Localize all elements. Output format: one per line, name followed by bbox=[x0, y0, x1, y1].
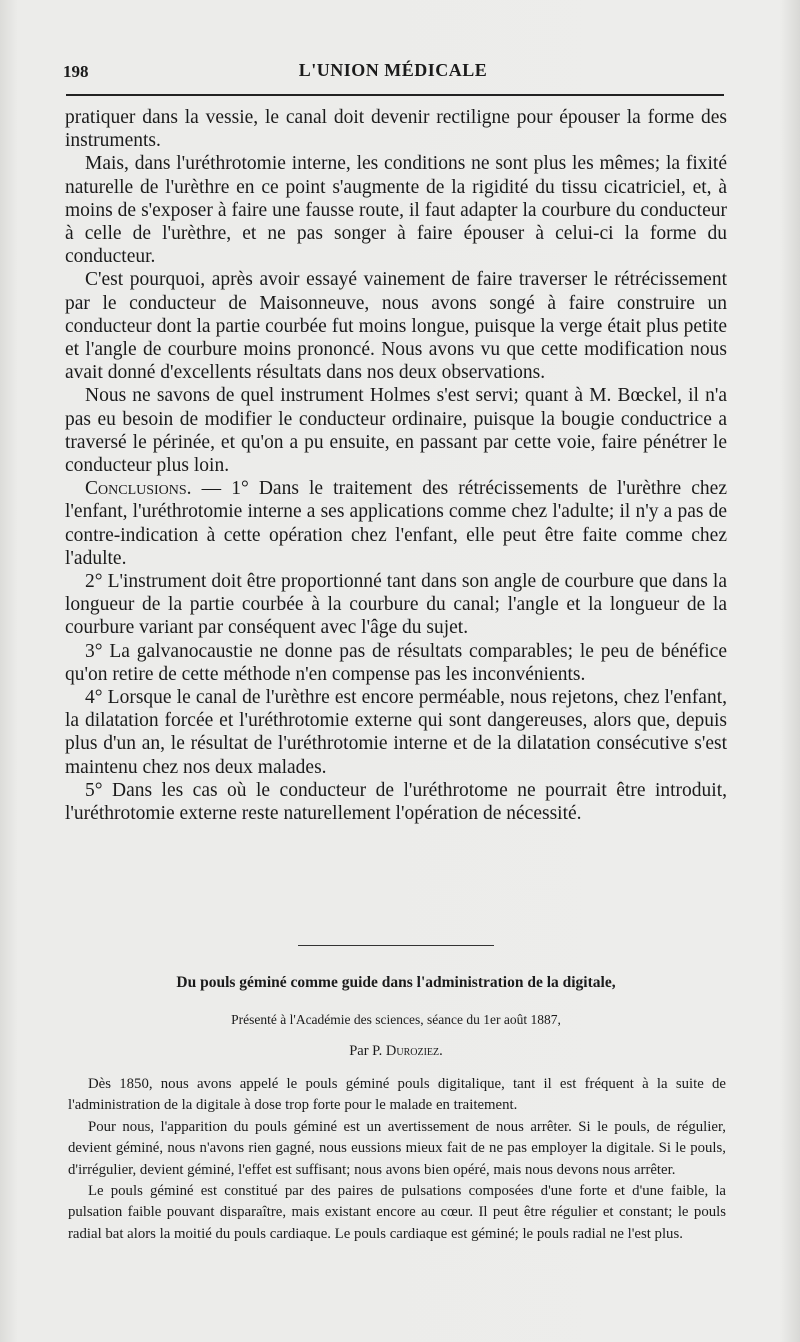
main-text bbox=[65, 106, 727, 825]
page-number: 198 bbox=[63, 62, 89, 81]
conclusion-4: 4° Lorsque le canal de l'urèthre est encore perméable, nous rejetons, chez l'enfant, la dilatation forcée et l'uréthrotomie externe qui sont dangereuses, alors que, depuis plus d'un an, le résultat de l'uréthrotomie interne et de la dilatation consécutive s'est maintenu chez nos deux malades. bbox=[65, 687, 727, 778]
article-author bbox=[66, 1043, 726, 1060]
article-body bbox=[68, 1074, 726, 1245]
paragraph: Mais, dans l'uréthrotomie interne, les conditions ne sont plus les mêmes; la fixité naturelle de l'urèthre en ce point s'augmente de la rigidité du tissu cicatriciel, et, à moins de s'exposer à faire une fausse route, il faut adapter la courbure du conducteur à celle de l'urèthre, et ne pas songer à faire épouser à celui-ci la forme du conducteur. bbox=[65, 153, 727, 268]
conclusion-3: 3° La galvanocaustie ne donne pas de résultats comparables; le peu de bénéfice qu'on retire de cette méthode n'en compense pas les inconvénients. bbox=[65, 640, 727, 685]
header-rule bbox=[66, 94, 724, 96]
article-title: Du pouls géminé comme guide dans l'administration de la digitale, bbox=[176, 974, 616, 991]
conclusions-label: Conclusions. bbox=[85, 478, 192, 500]
running-title: L'UNION MÉDICALE bbox=[298, 60, 488, 80]
section-separator bbox=[298, 945, 494, 946]
paragraph: pratiquer dans la vessie, le canal doit devenir rectiligne pour épouser la forme des instruments. bbox=[65, 107, 727, 152]
article-paragraph: Dès 1850, nous avons appelé le pouls géminé pouls digitalique, tant il est fréquent à la suite de l'administration de la digitale à dose trop forte pour le malade en traitement. bbox=[68, 1076, 726, 1114]
conclusion-1: — 1° Dans le traitement des rétrécissements de l'urèthre chez l'enfant, l'uréthrotomie interne a ses applications comme chez l'adulte; il n'y a pas de contre-indication à cette opération chez l'enfant, elle peut être faite comme chez l'adulte. bbox=[65, 478, 727, 569]
conclusions-paragraph bbox=[65, 477, 727, 570]
article-subtitle: Présenté à l'Académie des sciences, séance du 1er août 1887, bbox=[231, 1012, 561, 1027]
article-paragraph: Le pouls géminé est constitué par des paires de pulsations composées d'une forte et d'une faible, la pulsation faible pouvant disparaître, mais existant encore au cœur. Il peut être régulier et constant; le pouls radial bat alors la moitié du pouls cardiaque. Le pouls cardiaque est géminé; le pouls radial ne l'est plus. bbox=[68, 1183, 726, 1242]
paragraph: C'est pourquoi, après avoir essayé vainement de faire traverser le rétrécissement par le conducteur de Maisonneuve, nous avons songé à faire construire un conducteur dont la partie courbée fut moins longue, puisque la verge était plus petite et l'angle de courbure moins prononcé. Nous avons vu que cette modification nous avait donné d'excellents résultats dans nos deux observations. bbox=[65, 269, 727, 384]
conclusion-2: 2° L'instrument doit être proportionné tant dans son angle de courbure que dans la longueur de la partie courbée à la courbure du canal; l'angle et la longueur de la courbure variant par conséquent avec l'âge du sujet. bbox=[65, 571, 727, 639]
author-name: Duroziez. bbox=[385, 1043, 443, 1059]
conclusion-5: 5° Dans les cas où le conducteur de l'uréthrotome ne pourrait être introduit, l'uréthrotomie externe reste naturellement l'opération de nécessité. bbox=[65, 779, 727, 825]
article-paragraph: Pour nous, l'apparition du pouls géminé est un avertissement de nous arrêter. Si le pouls, de régulier, devient géminé, nous n'avons rien gagné, nous eussions mieux fait de ne pas employer la digitale. Si le pouls, d'irrégulier, devient géminé, l'effet est suffisant; nous avons bien opéré, mais nous devons nous arrêter. bbox=[68, 1118, 726, 1178]
page-header bbox=[63, 56, 723, 88]
author-prefix: Par P. bbox=[349, 1043, 386, 1059]
paragraph: Nous ne savons de quel instrument Holmes s'est servi; quant à M. Bœckel, il n'a pas eu besoin de modifier le conducteur ordinaire, puisque la bougie conductrice a traversé le périnée, et qu'on a pu ensuite, en passant par cette voie, faire pénétrer le conducteur plus loin. bbox=[65, 385, 727, 477]
